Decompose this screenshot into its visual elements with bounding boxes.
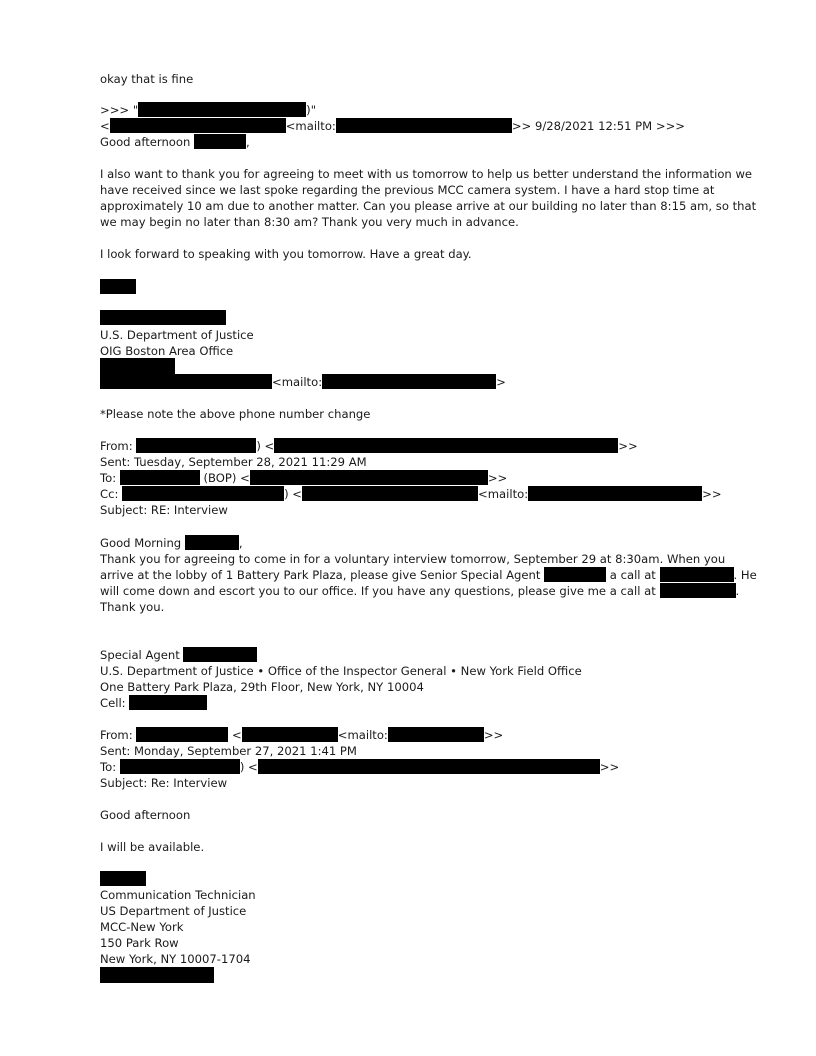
gt-sign: >> xyxy=(483,728,504,742)
email2-from xyxy=(100,727,503,743)
sig2-org: U.S. Department of Justice • Office of the Inspector General • New York Field Office xyxy=(100,664,582,678)
email1-to xyxy=(100,470,507,486)
redaction xyxy=(302,486,478,501)
phone-change-note: *Please note the above phone number change xyxy=(100,407,371,421)
mailto-label: <mailto: xyxy=(285,119,336,133)
redaction xyxy=(136,727,228,742)
separator: ) < xyxy=(239,760,258,774)
redaction xyxy=(110,118,286,133)
greeting-text: Good afternoon xyxy=(100,135,191,149)
gt-sign: >> xyxy=(702,487,722,501)
email2-subject: Subject: Re: Interview xyxy=(100,776,228,790)
redaction xyxy=(122,486,284,501)
redaction xyxy=(242,727,338,742)
quote-header-line1 xyxy=(100,102,316,118)
comma: , xyxy=(246,135,250,149)
lt-sign: < xyxy=(232,728,242,742)
quote-close: )" xyxy=(306,103,317,117)
redaction xyxy=(274,438,618,453)
lt-sign: < xyxy=(100,119,110,133)
redaction xyxy=(660,583,736,598)
redaction xyxy=(544,567,606,582)
redaction xyxy=(100,310,226,325)
sig3-street: 150 Park Row xyxy=(100,936,179,950)
redaction xyxy=(258,759,600,774)
quote-prefix: >>> " xyxy=(100,103,139,117)
email2-body: I will be available. xyxy=(100,840,205,854)
redaction xyxy=(185,535,239,550)
sig2-cell xyxy=(100,695,207,711)
title-text: Special Agent xyxy=(100,648,180,662)
comma: , xyxy=(238,536,243,550)
sig3-dept: US Department of Justice xyxy=(100,904,247,918)
email1-subject: Subject: RE: Interview xyxy=(100,503,228,517)
redaction xyxy=(336,118,512,133)
redaction xyxy=(322,374,496,389)
mailto-label: <mailto: xyxy=(337,728,388,742)
email2-greeting: Good afternoon xyxy=(100,808,191,822)
sig2-title xyxy=(100,647,257,663)
sig1-email-line xyxy=(100,374,506,390)
separator: ) < xyxy=(256,439,275,453)
redaction xyxy=(100,374,272,389)
email1-from xyxy=(100,438,638,454)
sig3-city: New York, NY 10007-1704 xyxy=(100,952,251,966)
redaction xyxy=(129,695,207,710)
mailto-label: <mailto: xyxy=(478,487,529,501)
body-text: a call at xyxy=(609,568,656,582)
redaction xyxy=(194,134,246,149)
to-label: To: xyxy=(100,760,117,774)
para1-line2: have received since we last spoke regarding the previous MCC camera system. I have a hard stop time at xyxy=(100,183,715,197)
separator: ) < xyxy=(284,487,303,501)
greeting-text: Good Morning xyxy=(100,536,182,550)
para2: I look forward to speaking with you tomorrow. Have a great day. xyxy=(100,247,472,261)
email1-cc xyxy=(100,486,722,502)
body-text: arrive at the lobby of 1 Battery Park Plaza, please give Senior Special Agent xyxy=(100,568,541,582)
redaction xyxy=(138,102,306,117)
quote-timestamp: >> 9/28/2021 12:51 PM >>> xyxy=(511,119,685,133)
sig1-dept: U.S. Department of Justice xyxy=(100,328,254,342)
email1-sent: Sent: Tuesday, September 28, 2021 11:29 AM xyxy=(100,455,367,469)
redaction xyxy=(660,567,734,582)
quote-greeting xyxy=(100,134,250,150)
redaction xyxy=(183,647,257,662)
sig3-facility: MCC-New York xyxy=(100,920,184,934)
body-text: . xyxy=(735,584,740,598)
from-label: From: xyxy=(100,728,133,742)
redaction xyxy=(100,871,146,886)
email2-sent: Sent: Monday, September 27, 2021 1:41 PM xyxy=(100,744,357,758)
email1-greeting xyxy=(100,535,243,551)
sig2-address: One Battery Park Plaza, 29th Floor, New York, NY 10004 xyxy=(100,680,424,694)
redaction xyxy=(100,358,175,374)
email1-thanks: Thank you. xyxy=(100,600,165,614)
redaction xyxy=(100,279,136,294)
para1-line3: approximately 10 am due to another matter. Can you please arrive at our building no later than 8:15 am, so that xyxy=(100,199,757,213)
para1-line4: we may begin no later than 8:30 am? Thank you very much in advance. xyxy=(100,215,519,229)
sig1-office: OIG Boston Area Office xyxy=(100,344,234,358)
cc-label: Cc: xyxy=(100,487,119,501)
email1-body-line2 xyxy=(100,567,757,583)
to-label: To: xyxy=(100,471,117,485)
sig3-title: Communication Technician xyxy=(100,888,256,902)
redaction xyxy=(136,438,256,453)
redaction xyxy=(388,727,484,742)
redaction xyxy=(100,967,214,983)
redaction xyxy=(120,759,240,774)
from-label: From: xyxy=(100,439,133,453)
reply-text: okay that is fine xyxy=(100,72,194,86)
para1-line1: I also want to thank you for agreeing to meet with us tomorrow to help us better understand the information we xyxy=(100,167,753,181)
gt-sign: >> xyxy=(487,471,508,485)
redaction xyxy=(528,486,702,501)
email2-to xyxy=(100,759,619,775)
quote-header-line2 xyxy=(100,118,685,134)
body-text: will come down and escort you to our office. If you have any questions, please give me a call at xyxy=(100,584,656,598)
redaction xyxy=(120,470,200,485)
redaction xyxy=(250,470,488,485)
mailto-label: <mailto: xyxy=(272,375,323,389)
cell-label: Cell: xyxy=(100,696,126,710)
email1-body-line3 xyxy=(100,583,739,599)
gt-sign: >> xyxy=(599,760,620,774)
to-agency: (BOP) < xyxy=(203,471,250,485)
body-text: . He xyxy=(733,568,757,582)
gt-sign: > xyxy=(496,375,506,389)
gt-sign: >> xyxy=(618,439,638,453)
email1-body-line1: Thank you for agreeing to come in for a voluntary interview tomorrow, September 29 at 8:30am. When you xyxy=(100,552,726,566)
